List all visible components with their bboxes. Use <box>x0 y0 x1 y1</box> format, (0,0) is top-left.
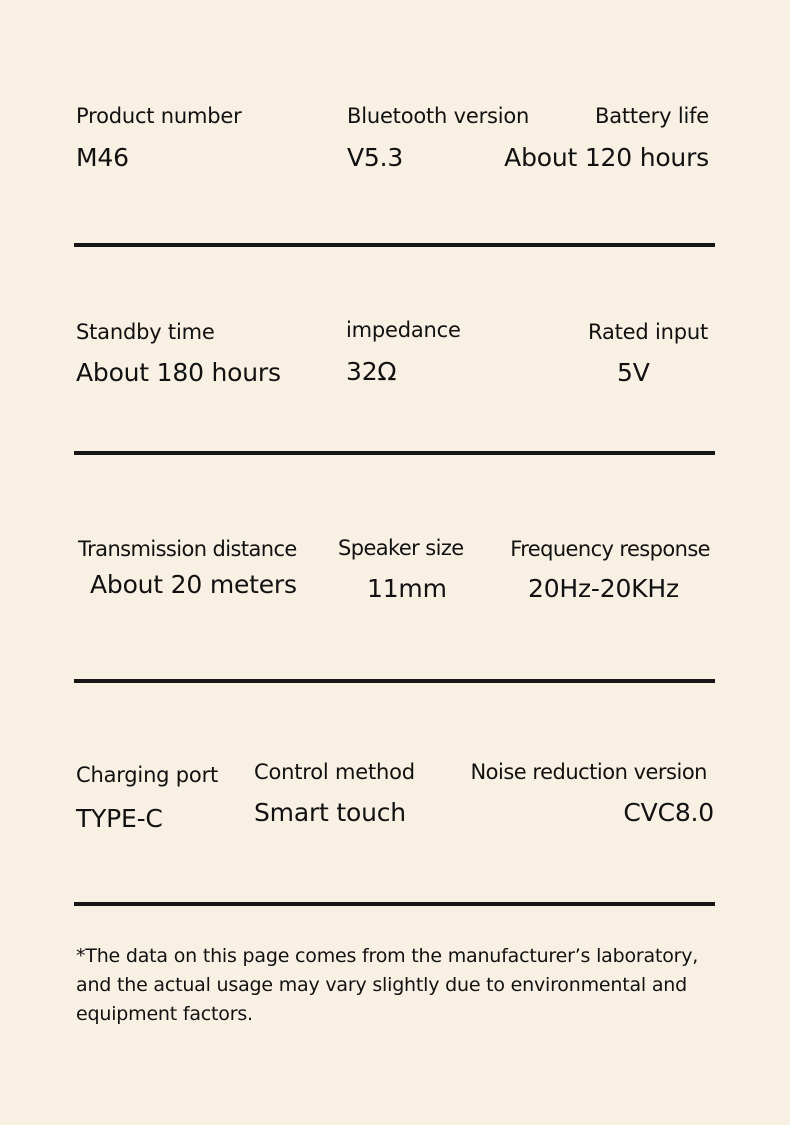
footnote-line: *The data on this page comes from the manufacturer’s laboratory, <box>76 945 699 967</box>
speaker-size-value: 11mm <box>367 574 447 603</box>
footnote-line: and the actual usage may vary slightly due to environmental and <box>76 974 687 996</box>
noise-reduction-version-label: Noise reduction version <box>470 760 707 784</box>
bluetooth-version-value: V5.3 <box>347 143 404 172</box>
speaker-size-label: Speaker size <box>338 536 464 560</box>
standby-time-label: Standby time <box>76 320 215 344</box>
transmission-distance-label: Transmission distance <box>78 537 297 561</box>
impedance-value: 32Ω <box>346 357 397 386</box>
impedance-label: impedance <box>346 318 461 342</box>
charging-port-value: TYPE-C <box>76 804 163 833</box>
rated-input-label: Rated input <box>588 320 708 344</box>
rated-input-value: 5V <box>617 358 650 387</box>
row-divider <box>74 902 715 906</box>
footnote <box>76 942 726 1029</box>
product-number-value: M46 <box>76 143 129 172</box>
battery-life-label: Battery life <box>595 104 709 128</box>
row-divider <box>74 679 715 683</box>
noise-reduction-version-value: CVC8.0 <box>623 798 714 827</box>
charging-port-label: Charging port <box>76 763 219 787</box>
footnote-line: equipment factors. <box>76 1003 253 1025</box>
battery-life-value: About 120 hours <box>504 143 709 172</box>
frequency-response-value: 20Hz-20KHz <box>528 574 679 603</box>
control-method-value: Smart touch <box>254 798 406 827</box>
standby-time-value: About 180 hours <box>76 358 281 387</box>
row-divider <box>74 243 715 247</box>
row-divider <box>74 451 715 455</box>
frequency-response-label: Frequency response <box>510 537 710 561</box>
control-method-label: Control method <box>254 760 415 784</box>
product-number-label: Product number <box>76 104 242 128</box>
transmission-distance-value: About 20 meters <box>90 570 297 599</box>
bluetooth-version-label: Bluetooth version <box>347 104 530 128</box>
